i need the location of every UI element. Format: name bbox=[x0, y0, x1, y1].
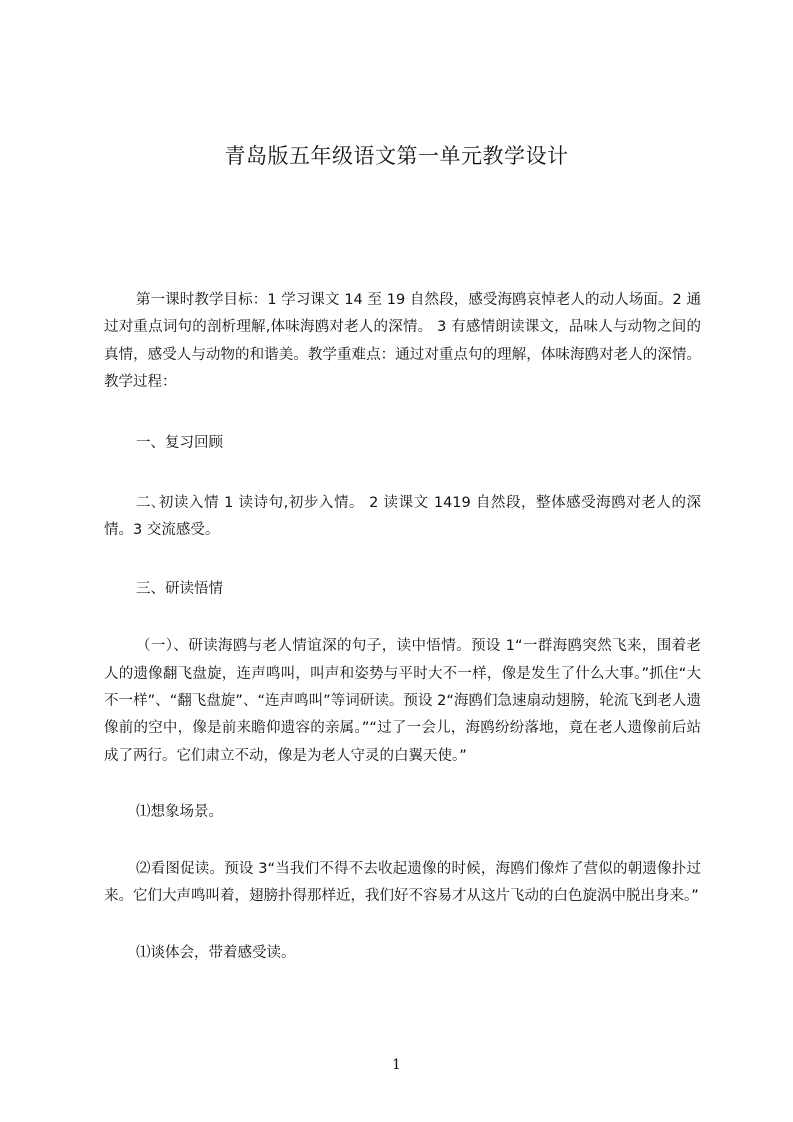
page-number: 1 bbox=[392, 1057, 401, 1073]
document-body bbox=[104, 287, 701, 967]
section-first-reading: 二､初读入情 1 读诗句,初步入情。 2 读课文 1419 自然段，整体感受海鸥对老人的深情。3 交流感受。 bbox=[104, 495, 701, 539]
section-study-heading: 三、研读悟情 bbox=[136, 580, 223, 597]
study-item-discuss: ⑴谈体会，带着感受读。 bbox=[136, 944, 296, 961]
document-title: 青岛版五年级语文第一单元教学设计 bbox=[224, 144, 569, 168]
study-item-picture-reading: ⑵看图促读。预设 3“当我们不得不去收起遗像的时候，海鸥们像炸了营似的朝遗像扑过来。它们大声鸣叫着，翅膀扑得那样近，我们好不容易才从这片飞动的白色旋涡中脱出身来。” bbox=[104, 860, 701, 905]
section-study-part-one: （一）、研读海鸥与老人情谊深的句子，读中悟情。预设 1“一群海鸥突然飞来，围着老人的遗像翻飞盘旋，连声鸣叫，叫声和姿势与平时大不一样，像是发生了什么大事。”抓住“大不一样”、“翻飞盘旋”、“连声鸣叫”等词研读。预设 2“海鸥们急速扇动翅膀，轮流飞到老人遗像前的空中，像是前来瞻仰遗容的亲属。”“过了一会儿，海鸥纷纷落地，竟在老人遗像前后站成了两行。它们肃立不动，像是为老人守灵的白翼天使。” bbox=[104, 638, 701, 764]
study-item-imagine-scene: ⑴想象场景。 bbox=[136, 804, 223, 821]
section-review-heading: 一、复习回顾 bbox=[136, 434, 223, 451]
intro-paragraph: 第一课时教学目标：1 学习课文 14 至 19 自然段，感受海鸥哀悼老人的动人场面。2 通过对重点词句的剖析理解,体味海鸥对老人的深情。 3 有感情朗读课文，品味人与动物之间的真情，感受人与动物的和谐美。教学重难点：通过对重点句的理解，体味海鸥对老人的深情。教学过程： bbox=[104, 292, 701, 391]
